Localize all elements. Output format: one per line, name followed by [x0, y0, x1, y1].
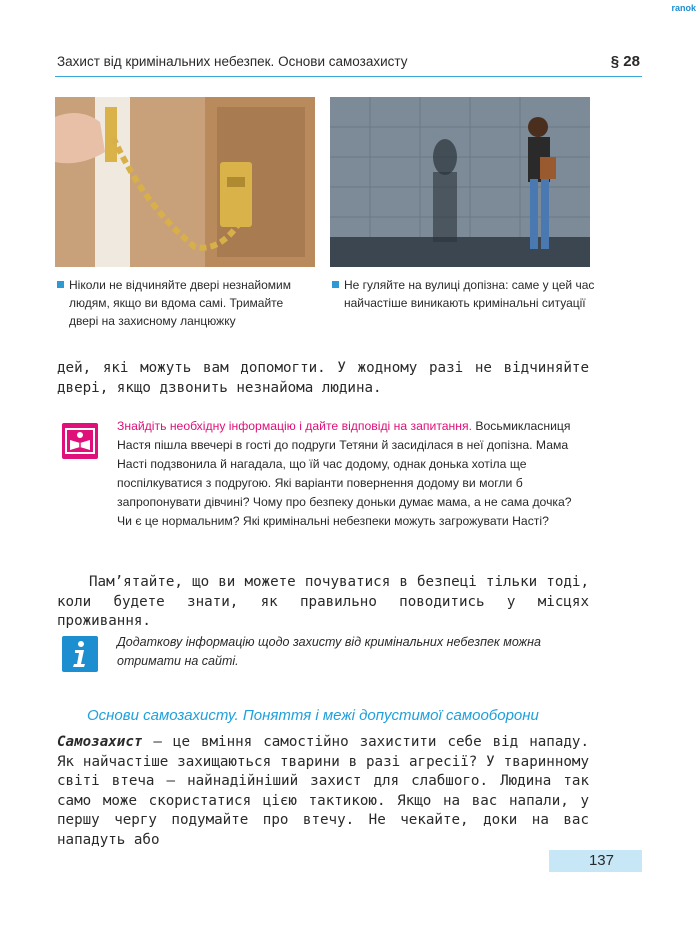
night-street-illustration — [330, 97, 590, 267]
page-number-badge — [549, 850, 642, 872]
right-photo-caption: Не гуляйте на вулиці допізна: саме у цей час найчастіше виникають кримінальні ситуації — [330, 276, 595, 312]
chapter-title: Захист від кримінальних небезпек. Основи самозахисту — [57, 54, 408, 69]
defined-term: Самозахист — [57, 734, 143, 750]
section-subheading: Основи самозахисту. Поняття і межі допустимої самооборони — [87, 707, 539, 724]
door-chain-photo — [55, 97, 315, 267]
task-text: Восьмикласниця Настя пішла ввечері в гості до подруги Тетяни й засиділася в неї допізна. Мама Насті подзвонила й нагадала, що їй час додому, однак донька хотіла ще поспілкуватися з подругою. Які варіанти повернення додому ви могли б запропонувати дівчині? Чому про безпеку доньки думає мама, а не сама дочка? Чи є це нормальним? Які кримінальні небезпеки можуть загрожувати Насті? — [117, 419, 572, 528]
left-photo-caption: Ніколи не відчиняйте двері незнайомим людям, якщо ви вдома самі. Тримайте двері на захисному ланцюжку — [55, 276, 310, 330]
publisher-logo: ranok — [671, 3, 696, 13]
page-number: 137 — [588, 852, 614, 869]
page-header — [55, 52, 642, 77]
body-paragraph-2: Пам’ятайте, що ви можете почуватися в безпеці тільки тоді, коли будете знати, як правильно поводитись у місцях проживання. — [57, 574, 589, 629]
task-lead: Знайдіть необхідну інформацію і дайте відповіді на запитання. — [117, 419, 472, 433]
section-number: § 28 — [610, 53, 640, 70]
body-paragraph-3 — [57, 733, 589, 850]
paragraph-3-text: — це вміння самостійно захистити себе від нападу. Як найчастіше захищаються тварини в разі агресії? У тваринному світі втеча — найнадійніший захист для слабшого. Людина так само може скористатися цією тактикою. Якщо на вас напали, у першу чергу подумайте про втечу. Не чекайте, доки на вас нападуть або — [57, 734, 589, 848]
info-note: Додаткову інформацію щодо захисту від кримінальних небезпек можна отримати на сайті. — [117, 635, 541, 668]
door-chain-illustration — [55, 97, 315, 267]
task-block — [117, 417, 587, 531]
book-reader-icon — [62, 423, 98, 459]
body-paragraph-1: дей, які можуть вам допомогти. У жодному разі не відчиняйте двері, якщо дзвонить незнайома людина. — [57, 360, 589, 396]
info-icon — [62, 636, 98, 672]
night-street-photo — [330, 97, 590, 267]
